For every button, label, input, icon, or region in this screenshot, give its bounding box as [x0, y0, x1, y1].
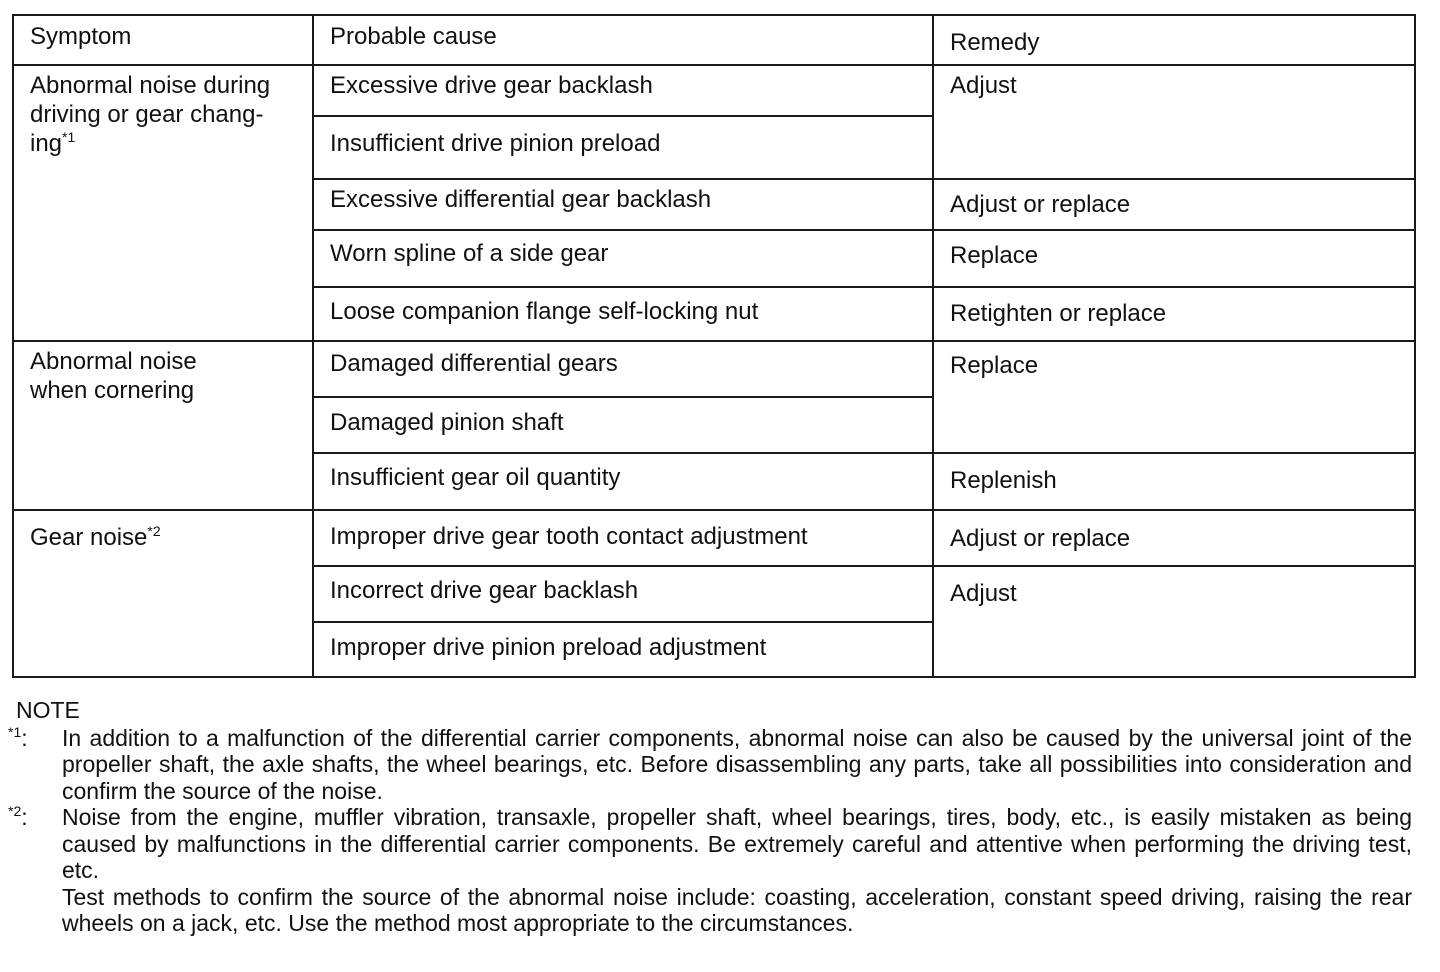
cause-cell: Excessive drive gear backlash: [313, 65, 933, 116]
symptom-cell: [13, 65, 313, 341]
footnote-marker: *2: [147, 523, 161, 539]
cause-cell: Incorrect drive gear backlash: [313, 566, 933, 622]
remedy-cell: Adjust or replace: [933, 510, 1415, 566]
notes-section: [8, 697, 1412, 937]
note-title: NOTE: [16, 697, 80, 723]
remedy-cell: Adjust: [933, 65, 1415, 179]
table-row: [13, 510, 1415, 566]
cause-cell: Loose companion flange self-locking nut: [313, 287, 933, 341]
remedy-cell: Replace: [933, 230, 1415, 287]
cause-cell: Damaged differential gears: [313, 341, 933, 397]
cause-cell: Insufficient drive pinion preload: [313, 116, 933, 179]
remedy-cell: Adjust: [933, 566, 1415, 677]
note-paragraph: Noise from the engine, muffler vibration, transaxle, propeller shaft, wheel bearings, tires, body, etc., is easily mistaken as being caused by malfunctions in the differential carrier components. Be extremely careful and attentive when performing the driving test, etc.: [62, 804, 1412, 883]
remedy-cell: Replenish: [933, 453, 1415, 510]
table-row: [13, 341, 1415, 397]
note-marker: $^{*1}$:: [8, 723, 28, 751]
table-row: [13, 65, 1415, 116]
cause-cell: Excessive differential gear backlash: [313, 179, 933, 230]
cause-cell: Insufficient gear oil quantity: [313, 453, 933, 510]
note-marker: $^{*2}$:: [8, 803, 28, 830]
cause-cell: Worn spline of a side gear: [313, 230, 933, 287]
symptom-cell: [13, 341, 313, 510]
note-paragraph: Test methods to confirm the source of the abnormal noise include: coasting, acceleration, constant speed driving, raising the rear wheels on a jack, etc. Use the method most appropriate to the circumstances.: [62, 883, 1412, 936]
cause-cell: Improper drive pinion preload adjustment: [313, 622, 933, 677]
remedy-cell: Retighten or replace: [933, 287, 1415, 341]
header-probable-cause: Probable cause: [313, 15, 933, 65]
header-symptom: Symptom: [13, 15, 313, 65]
note-item: [8, 803, 1412, 937]
remedy-cell: Replace: [933, 341, 1415, 453]
symptom-text: Gear noise: [30, 524, 148, 551]
symptom-text: Abnormal noise when cornering: [30, 348, 197, 404]
remedy-cell: Adjust or replace: [933, 179, 1415, 230]
footnote-marker: *1: [62, 129, 76, 145]
symptom-cell: [13, 510, 313, 677]
troubleshooting-table: [12, 14, 1416, 678]
table-header-row: [13, 15, 1415, 65]
header-remedy: Remedy: [933, 15, 1415, 65]
cause-cell: Damaged pinion shaft: [313, 397, 933, 453]
note-item: [8, 723, 1412, 805]
note-paragraph: In addition to a malfunction of the differential carrier components, abnormal noise can also be caused by the universal joint of the propeller shaft, the axle shafts, the wheel bearings, etc. Before disassembling any parts, take all possibilities into consideration and confirm the source of the noise.: [62, 724, 1412, 804]
cause-cell: Improper drive gear tooth contact adjustment: [313, 510, 933, 566]
symptom-text: Abnormal noise during driving or gear chang-ing: [30, 72, 271, 157]
